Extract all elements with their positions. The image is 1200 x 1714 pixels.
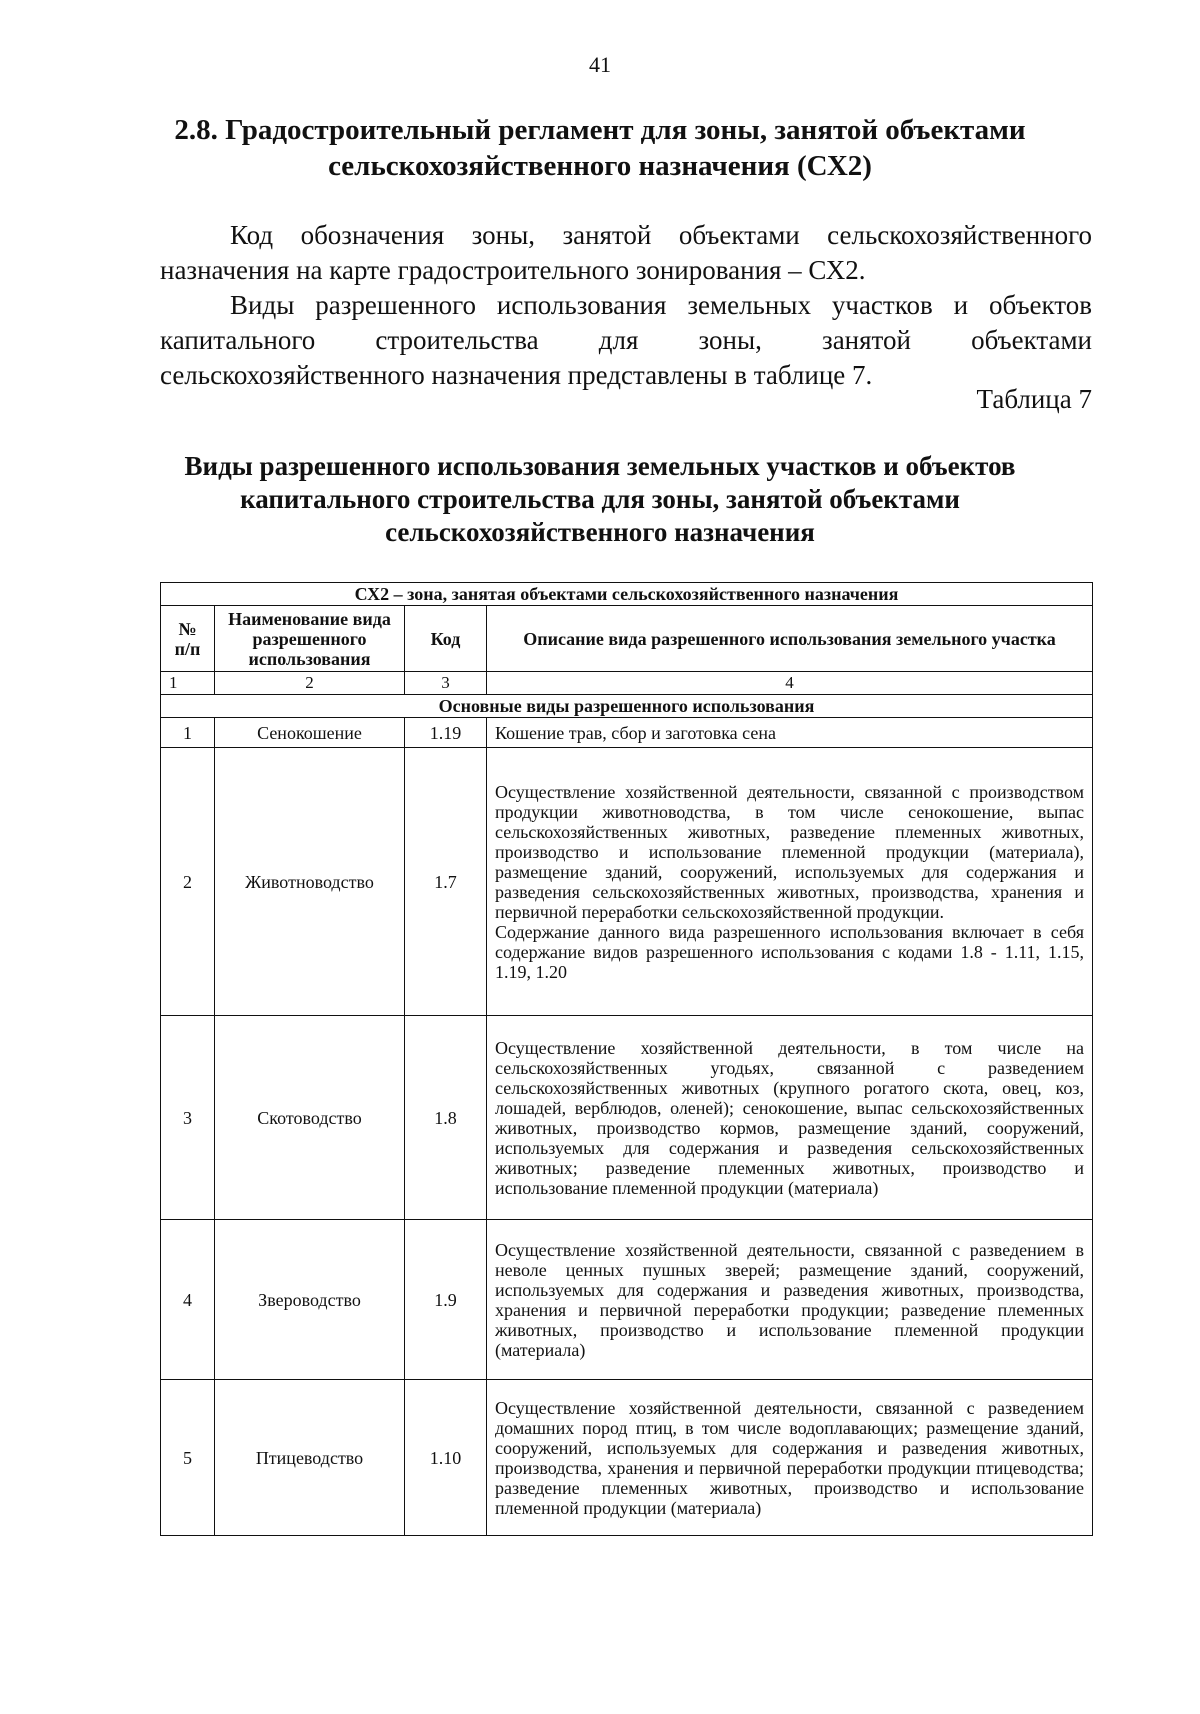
table-row xyxy=(161,1016,1093,1220)
column-header-num: № п/п xyxy=(161,606,215,672)
column-index-2: 2 xyxy=(215,672,405,695)
column-header-code: Код xyxy=(405,606,487,672)
column-index-3: 3 xyxy=(405,672,487,695)
column-index-1: 1 xyxy=(161,672,215,695)
row-num: 4 xyxy=(161,1220,215,1380)
row-desc: Осуществление хозяйственной деятельности, связанной с разведением в неволе ценных пушных зверей; размещение зданий, сооружений, используемых для содержания и разведения животных, производства, хранения и первичной переработки продукции; разведение племенных животных, производство и использование племенной продукции (материала) xyxy=(487,1220,1093,1380)
section-title-line-1: 2.8. Градостроительный регламент для зоны, занятой объектами xyxy=(174,114,1026,146)
section-title xyxy=(120,112,1080,184)
column-header-name: Наименование вида разрешенного использования xyxy=(215,606,405,672)
row-code: 1.7 xyxy=(405,748,487,1016)
row-name: Птицеводство xyxy=(215,1380,405,1536)
row-code: 1.10 xyxy=(405,1380,487,1536)
row-name: Сенокошение xyxy=(215,718,405,748)
row-num: 5 xyxy=(161,1380,215,1536)
row-code: 1.8 xyxy=(405,1016,487,1220)
row-name: Животноводство xyxy=(215,748,405,1016)
page-number: 41 xyxy=(589,52,611,77)
row-desc: Осуществление хозяйственной деятельности, связанной с разведением домашних пород птиц, в том числе водоплавающих; размещение зданий, сооружений, используемых для содержания и разведения животных, производства, хранения и первичной переработки продукции птицеводства; разведение племенных животных, производство и использование племенной продукции (материала) xyxy=(487,1380,1093,1536)
table-title xyxy=(120,450,1080,549)
row-name: Скотоводство xyxy=(215,1016,405,1220)
row-num: 3 xyxy=(161,1016,215,1220)
intro-text xyxy=(160,218,1092,393)
row-desc: Осуществление хозяйственной деятельности, связанной с производством продукции животноводства, в том числе сенокошение, выпас сельскохозяйственных животных, разведение племенных животных, производство и использование племенной продукции (материала), размещение зданий, сооружений, используемых для содержания и разведения сельскохозяйственных животных, производства, хранения и первичной переработки сельскохозяйственной продукции. xyxy=(495,781,1084,922)
table-title-line-1: Виды разрешенного использования земельных участков и объектов xyxy=(184,451,1016,481)
table-title-line-3: сельскохозяйственного назначения xyxy=(385,517,815,547)
table-row xyxy=(161,1380,1093,1536)
column-header-row xyxy=(161,606,1093,672)
group-header: Основные виды разрешенного использования xyxy=(161,695,1093,718)
row-num: 2 xyxy=(161,748,215,1016)
column-index-4: 4 xyxy=(487,672,1093,695)
row-code: 1.19 xyxy=(405,718,487,748)
row-name: Звероводство xyxy=(215,1220,405,1380)
permitted-use-table xyxy=(160,582,1093,1536)
row-desc: Осуществление хозяйственной деятельности, в том числе на сельскохозяйственных угодьях, связанной с разведением сельскохозяйственных животных (крупного рогатого скота, овец, коз, лошадей, верблюдов, оленей); сенокошение, выпас сельскохозяйственных животных, производство кормов, размещение зданий, сооружений, используемых для содержания и разведения сельскохозяйственных животных; разведение племенных животных, производство и использование племенной продукции (материала) xyxy=(487,1016,1093,1220)
row-code: 1.9 xyxy=(405,1220,487,1380)
table-label: Таблица 7 xyxy=(976,384,1092,414)
section-title-line-2: сельскохозяйственного назначения (СХ2) xyxy=(328,150,872,182)
column-header-desc: Описание вида разрешенного использования земельного участка xyxy=(487,606,1093,672)
row-desc-extra: Содержание данного вида разрешенного использования включает в себя содержание видов разрешенного использования с кодами 1.8 - 1.11, 1.15, 1.19, 1.20 xyxy=(495,921,1084,982)
table-title-line-2: капитального строительства для зоны, занятой объектами xyxy=(240,484,960,514)
table-row xyxy=(161,718,1093,748)
row-num: 1 xyxy=(161,718,215,748)
row-desc-cell xyxy=(487,748,1093,1016)
group-header-row xyxy=(161,695,1093,718)
intro-paragraph-2: Виды разрешенного использования земельных участков и объектов капитального строительства для зоны, занятой объектами сельскохозяйственного назначения представлены в таблице 7. xyxy=(160,290,1092,390)
column-index-row xyxy=(161,672,1093,695)
zone-header: СХ2 – зона, занятая объектами сельскохозяйственного назначения xyxy=(161,583,1093,606)
table-row xyxy=(161,1220,1093,1380)
zone-header-row xyxy=(161,583,1093,606)
table-row xyxy=(161,748,1093,1016)
row-desc: Кошение трав, сбор и заготовка сена xyxy=(487,718,1093,748)
intro-paragraph-1: Код обозначения зоны, занятой объектами сельскохозяйственного назначения на карте градостроительного зонирования – СХ2. xyxy=(160,220,1092,285)
